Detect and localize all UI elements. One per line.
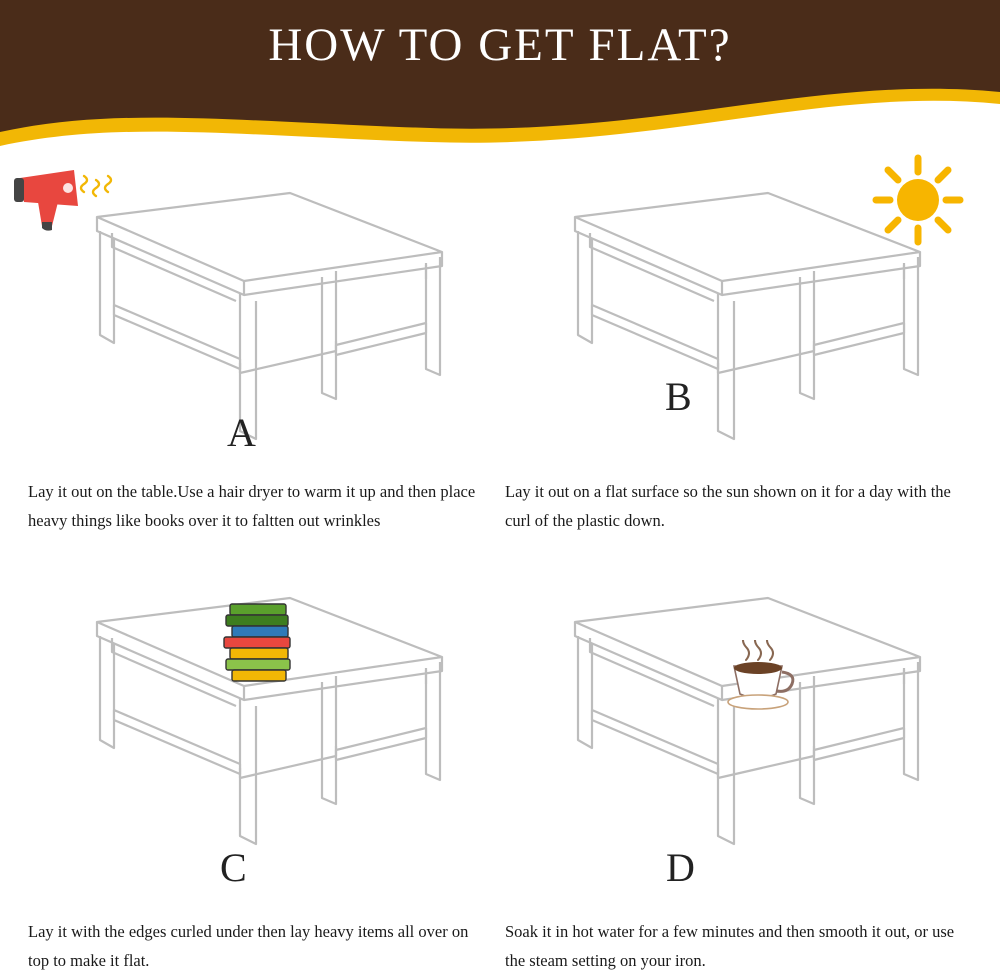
panel-letter-d: D [666, 845, 695, 890]
header-banner [0, 0, 1000, 150]
hair-dryer-icon [12, 162, 132, 237]
panel-letter-b: B [665, 374, 692, 419]
page-title: HOW TO GET FLAT? [268, 19, 732, 71]
panel-caption-b: Lay it out on a flat surface so the sun shown on it for a day with the curl of the plastic down. [505, 482, 951, 530]
panel-c [22, 560, 492, 950]
panel-d [500, 560, 970, 950]
panel-caption-d: Soak it in hot water for a few minutes and then smooth it out, or use the steam setting on your iron. [505, 922, 955, 970]
panel-letter-a: A [227, 410, 256, 455]
coffee-cup-icon [712, 640, 807, 720]
stack-of-books-icon [212, 598, 322, 703]
panel-caption-a: Lay it out on the table.Use a hair dryer to warm it up and then place heavy things like books over it to faltten out wrinkles [28, 482, 476, 530]
sun-icon [868, 150, 968, 255]
panel-letter-c: C [220, 845, 247, 890]
panel-caption-c: Lay it with the edges curled under then lay heavy items all over on top to make it flat. [28, 922, 469, 970]
